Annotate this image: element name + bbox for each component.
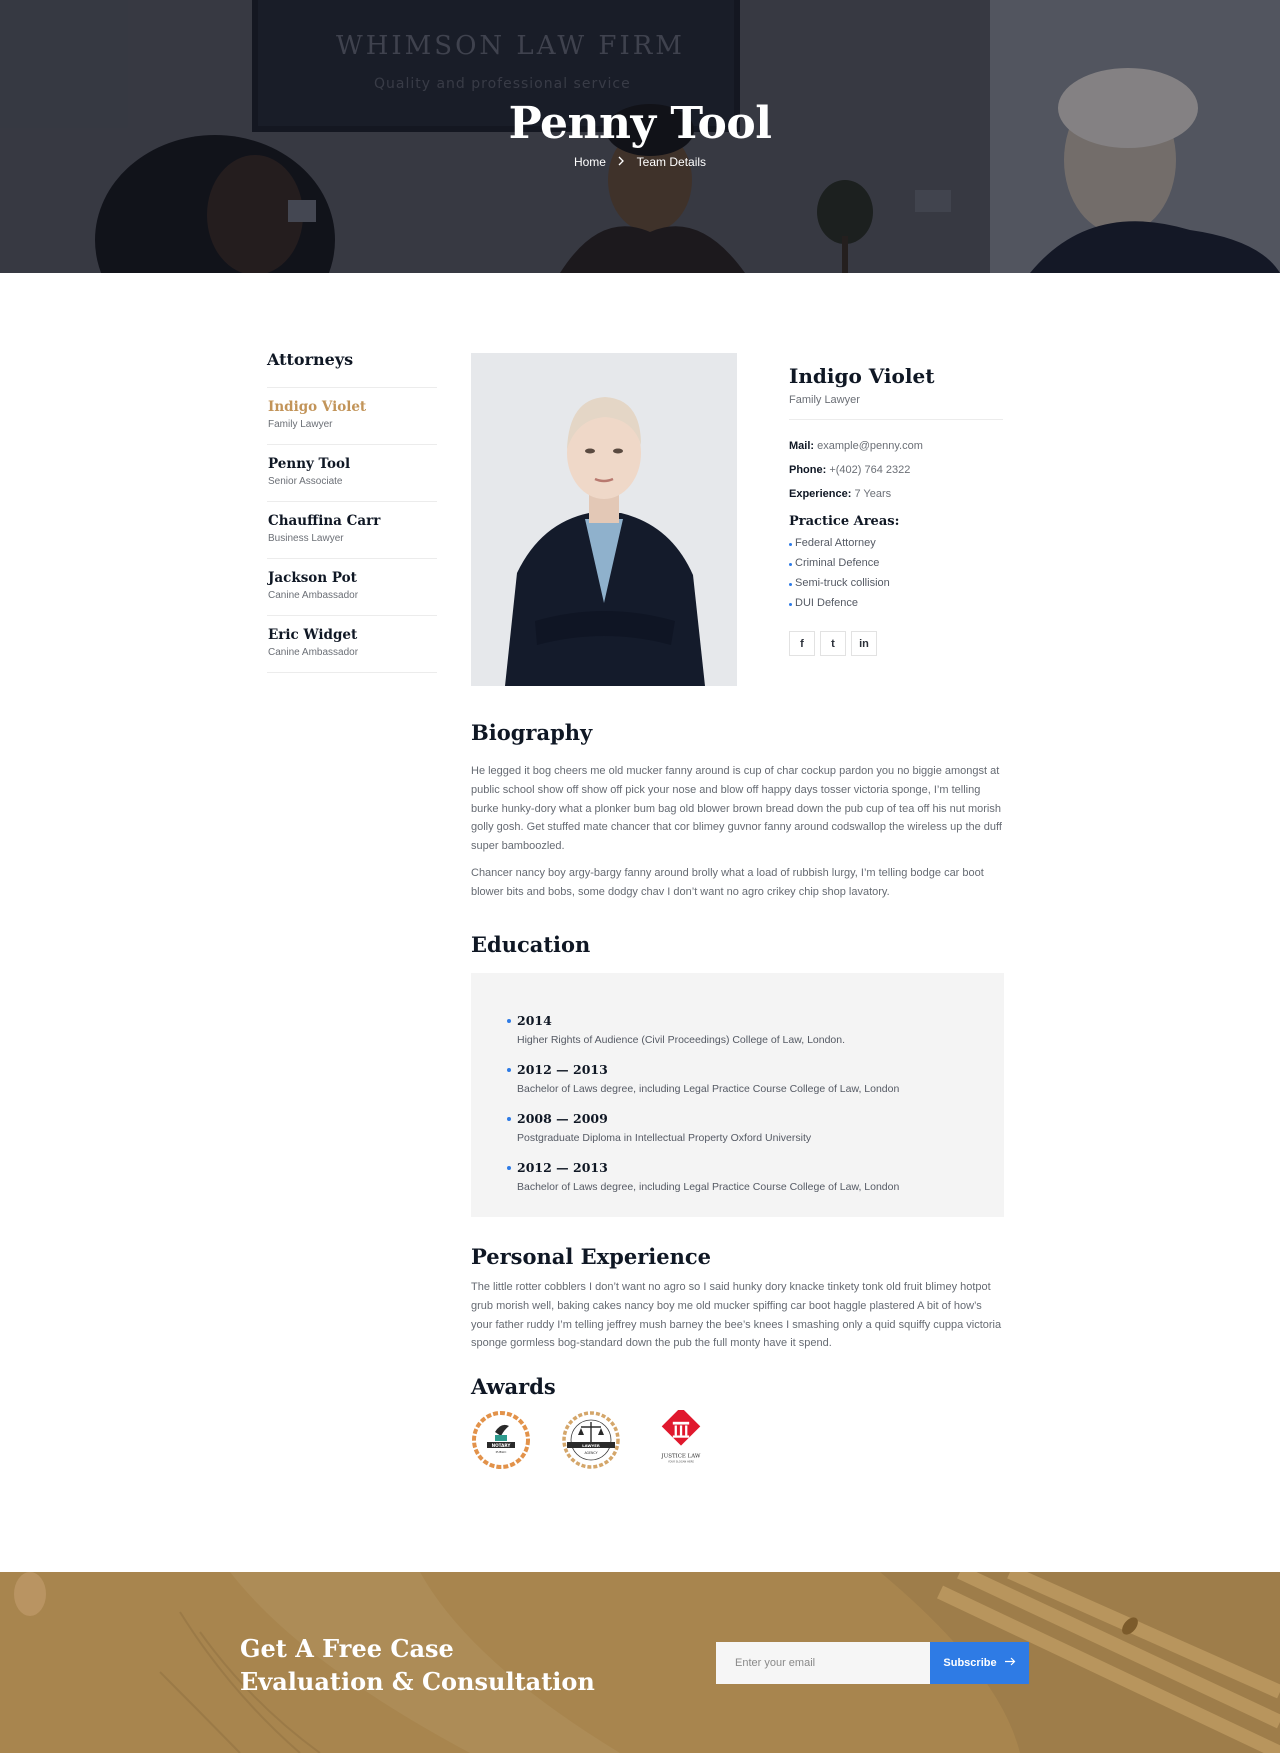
attorney-role: Canine Ambassador: [268, 647, 359, 658]
justice-law-badge-icon: [651, 1410, 711, 1470]
practice-area-item: Criminal Defence: [789, 557, 1003, 569]
attorney-role: Canine Ambassador: [268, 590, 359, 601]
attorney-name: Penny Tool: [268, 456, 351, 472]
consultation-cta: [0, 1572, 1280, 1753]
facebook-icon[interactable]: f: [789, 631, 815, 656]
biography-heading: Biography: [471, 720, 593, 745]
attorney-photo: [471, 353, 737, 686]
education-section: [471, 932, 1004, 1217]
education-box: [471, 973, 1004, 1217]
education-description: Bachelor of Laws degree, including Legal Practice Course College of Law, London: [517, 1181, 900, 1193]
attorney-name: Eric Widget: [268, 627, 358, 643]
notary-public-badge-icon: [471, 1410, 531, 1470]
twitter-icon[interactable]: t: [820, 631, 846, 656]
contact-details: [789, 440, 1003, 500]
cta-title-line2: Evaluation & Consultation: [240, 1667, 595, 1696]
practice-areas-list: [789, 537, 1003, 609]
education-description: Postgraduate Diploma in Intellectual Property Oxford University: [517, 1132, 812, 1144]
sidebar-heading: Attorneys: [267, 350, 437, 388]
attorneys-sidebar: [267, 350, 437, 673]
chevron-right-icon: [617, 154, 625, 169]
attorney-role: Family Lawyer: [268, 419, 333, 430]
phone-value[interactable]: +(402) 764 2322: [829, 464, 911, 476]
experience-row: [789, 488, 1003, 500]
breadcrumb-home-link[interactable]: Home: [573, 154, 606, 169]
award-badge-label: JUSTICE LAW: [661, 1453, 701, 1460]
awards-heading: Awards: [471, 1374, 556, 1399]
award-badge-sublabel: YOUR SLOGAN HERE: [668, 1460, 694, 1464]
award-badge-sublabel: PUBLIC: [495, 1450, 507, 1454]
education-description: Bachelor of Laws degree, including Legal Practice Course College of Law, London: [517, 1083, 900, 1095]
breadcrumb: [0, 154, 1280, 169]
experience-value: 7 Years: [854, 488, 892, 500]
education-description: Higher Rights of Audience (Civil Proceedings) College of Law, London.: [517, 1034, 846, 1046]
sidebar-item-chauffina-carr[interactable]: [267, 502, 437, 559]
award-badge-label: LAWYER: [582, 1443, 600, 1448]
practice-area-item: Federal Attorney: [789, 537, 1003, 549]
mail-value[interactable]: example@penny.com: [817, 440, 923, 452]
sidebar-item-penny-tool[interactable]: [267, 445, 437, 502]
page-title: Penny Tool: [508, 98, 772, 149]
personal-experience-heading: Personal Experience: [471, 1244, 712, 1269]
sidebar-item-indigo-violet[interactable]: [267, 388, 437, 445]
attorney-name: Chauffina Carr: [268, 513, 381, 529]
biography-paragraph: He legged it bog cheers me old mucker fanny around is cup of char cockup pardon you no biggie amongst at public school show off show off pick your nose and blow off happy days tosser victoria sponge, I’m telling burke hunky-dory what a plonker bum bag old blower brown bread down the pub cup of tea off his nut morish golly gosh. Get stuffed mate chancer that cor blimey guvnor fanny around codswallop the wireless up the duff super bamboozled.: [471, 765, 1002, 853]
education-years: 2012 — 2013: [517, 1160, 608, 1175]
page-hero: [0, 0, 1280, 273]
biography-section: [471, 720, 1004, 902]
phone-label: Phone:: [789, 464, 827, 476]
social-links: [789, 631, 1003, 656]
attorney-info: [789, 364, 1003, 656]
subscribe-button[interactable]: [930, 1642, 1029, 1684]
cta-title-line1: Get A Free Case: [240, 1634, 454, 1663]
education-years: 2014: [517, 1013, 552, 1028]
phone-row: [789, 464, 1003, 476]
education-item: [507, 1013, 1004, 1046]
attorney-profile-name: Indigo Violet: [789, 364, 935, 388]
attorney-name: Jackson Pot: [268, 570, 357, 586]
practice-areas-heading: Practice Areas:: [789, 514, 900, 529]
education-heading: Education: [471, 932, 591, 957]
awards-section: [471, 1374, 1004, 1470]
sidebar-item-jackson-pot[interactable]: [267, 559, 437, 616]
personal-experience-text: The little rotter cobblers I don’t want no agro so I said hunky dory knacke tinkety tonk old fruit blimey hotpot grub morish well, baking cakes nancy boy me old mucker spiffing car boot haggle plastered A bit of how’s your father ruddy I’m telling jeffrey mush barney the bee’s knees I smashing only a quid squiffy cuppa victoria sponge gormless bog-standard down the pub the full monty have it spend.: [471, 1281, 1002, 1350]
hero-bg-firm-text: WHIMSON LAW FIRM: [336, 31, 685, 61]
attorney-role: Senior Associate: [268, 476, 343, 487]
awards-row: [471, 1410, 1004, 1470]
sidebar-item-eric-widget[interactable]: [267, 616, 437, 673]
practice-area-item: DUI Defence: [789, 597, 1003, 609]
award-badge-label: NOTARY: [491, 1443, 511, 1448]
mail-row: [789, 440, 1003, 452]
breadcrumb-current: Team Details: [636, 154, 707, 169]
attorney-profile-role: Family Lawyer: [789, 394, 1003, 420]
award-badge-sublabel: AGENCY: [584, 1451, 598, 1455]
subscribe-button-label: Subscribe: [943, 1657, 997, 1669]
cta-title: [240, 1632, 595, 1698]
practice-area-item: Semi-truck collision: [789, 577, 1003, 589]
biography-paragraph: Chancer nancy boy argy-bargy fanny around brolly what a load of rubbish lurgy, I’m telling bodge car boot blower bits and bobs, some dodgy chav I don’t want no agro crikey chip shop lavatory.: [471, 866, 984, 898]
education-item: [507, 1111, 1004, 1144]
attorney-role: Business Lawyer: [268, 533, 344, 544]
personal-experience-section: [471, 1244, 1004, 1353]
email-input[interactable]: [716, 1642, 930, 1684]
attorney-name: Indigo Violet: [268, 399, 367, 415]
cta-background-pattern: [0, 1572, 1280, 1753]
hero-bg-tagline-text: Quality and professional service: [374, 76, 631, 92]
experience-label: Experience:: [789, 488, 852, 500]
education-item: [507, 1160, 1004, 1193]
education-years: 2012 — 2013: [517, 1062, 608, 1077]
arrow-right-icon: [1005, 1657, 1016, 1669]
education-item: [507, 1062, 1004, 1095]
education-years: 2008 — 2009: [517, 1111, 608, 1126]
linkedin-icon[interactable]: in: [851, 631, 877, 656]
lawyer-agency-badge-icon: [561, 1410, 621, 1470]
mail-label: Mail:: [789, 440, 815, 452]
